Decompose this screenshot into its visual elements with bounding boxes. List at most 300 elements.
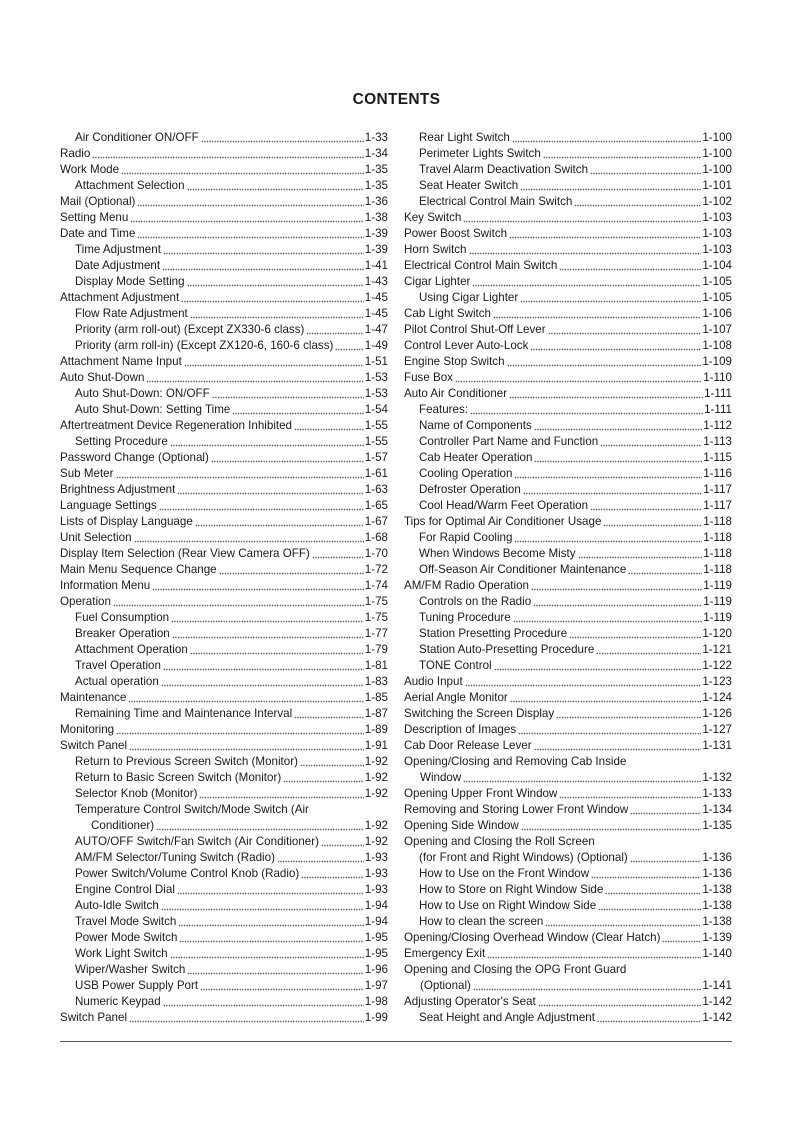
toc-entry-title: Off-Season Air Conditioner Maintenance [419, 563, 627, 576]
toc-entry[interactable] [60, 210, 388, 226]
toc-entry[interactable] [404, 290, 732, 306]
toc-entry-title: USB Power Supply Port [75, 979, 199, 992]
toc-entry[interactable] [404, 594, 732, 610]
toc-entry-page: 1-68 [364, 531, 388, 544]
dot-leader [128, 700, 363, 703]
toc-entry-page: 1-132 [702, 771, 732, 784]
toc-entry-page: 1-95 [364, 931, 388, 944]
toc-entry[interactable] [60, 450, 388, 466]
toc-entry-page: 1-105 [702, 291, 732, 304]
toc-entry[interactable] [60, 482, 388, 498]
toc-entry-page: 1-136 [702, 851, 732, 864]
toc-entry[interactable] [404, 450, 732, 466]
toc-entry[interactable] [404, 1010, 732, 1026]
toc-entry-page: 1-104 [702, 259, 732, 272]
dot-leader [321, 844, 364, 847]
toc-entry-page: 1-118 [703, 563, 732, 576]
toc-entry-title: Temperature Control Switch/Mode Switch (Air [75, 803, 309, 816]
toc-entry-title: Lists of Display Language [60, 515, 193, 528]
toc-entry-page: 1-107 [702, 323, 732, 336]
dot-leader [514, 476, 702, 479]
dot-leader [559, 268, 701, 271]
toc-entry-page: 1-119 [703, 595, 732, 608]
dot-leader [306, 332, 363, 335]
toc-entry-page: 1-138 [702, 915, 732, 928]
toc-entry[interactable] [60, 194, 388, 210]
toc-entry[interactable] [404, 754, 732, 786]
toc-entry-page: 1-103 [702, 227, 732, 240]
toc-entry-page: 1-120 [702, 627, 732, 640]
toc-entry-title: Seat Height and Angle Adjustment [419, 1011, 595, 1024]
dot-leader [130, 220, 363, 223]
dot-leader [513, 620, 702, 623]
toc-entry-page: 1-34 [364, 147, 388, 160]
dot-leader [520, 188, 701, 191]
toc-entry-page: 1-39 [364, 227, 388, 240]
toc-entry-title: Key Switch [404, 211, 462, 224]
toc-entry-page: 1-36 [364, 195, 388, 208]
toc-entry[interactable] [60, 354, 388, 370]
toc-entry-title: Priority (arm roll-in) (Except ZX120-6, 160-6 class) [75, 339, 334, 352]
toc-entry[interactable] [404, 466, 732, 482]
dot-leader [518, 732, 701, 735]
toc-entry-page: 1-55 [364, 419, 388, 432]
dot-leader [662, 940, 701, 943]
toc-entry-page: 1-75 [364, 595, 388, 608]
toc-entry-title: Pilot Control Shut-Off Lever [404, 323, 546, 336]
toc-entry[interactable] [404, 626, 732, 642]
dot-leader [530, 348, 701, 351]
toc-entry-title: Electrical Control Main Switch [419, 195, 573, 208]
toc-entry-title: Setting Menu [60, 211, 129, 224]
toc-entry[interactable] [404, 338, 732, 354]
toc-entry[interactable] [404, 914, 732, 930]
dot-leader [163, 252, 364, 255]
toc-entry-page: 1-116 [703, 467, 732, 480]
toc-entry-title: Auto Air Conditioner [404, 387, 508, 400]
dot-leader [294, 428, 364, 431]
toc-entry[interactable] [404, 850, 732, 866]
toc-entry[interactable] [60, 978, 388, 994]
toc-entry[interactable] [60, 322, 388, 338]
toc-entry-title: Remaining Time and Maintenance Interval [75, 707, 293, 720]
toc-entry[interactable] [60, 178, 388, 194]
dot-leader [121, 172, 364, 175]
toc-entry[interactable] [404, 706, 732, 722]
toc-entry-page: 1-92 [364, 819, 388, 832]
toc-entry-page: 1-41 [364, 259, 388, 272]
toc-entry-page: 1-118 [703, 547, 732, 560]
toc-entry[interactable] [60, 946, 388, 962]
toc-entry[interactable] [404, 498, 732, 514]
toc-entry[interactable] [404, 162, 732, 178]
dot-leader [211, 460, 364, 463]
toc-entry[interactable] [60, 610, 388, 626]
toc-entry-title: Auto Shut-Down: Setting Time [75, 403, 231, 416]
toc-entry-title: Opening/Closing and Removing Cab Inside [404, 755, 627, 768]
toc-entry-page: 1-81 [364, 659, 388, 672]
toc-entry[interactable] [60, 306, 388, 322]
toc-entry[interactable] [60, 498, 388, 514]
dot-leader [190, 652, 364, 655]
toc-entry[interactable] [60, 738, 388, 754]
toc-entry[interactable] [60, 722, 388, 738]
toc-entry[interactable] [404, 178, 732, 194]
dot-leader [597, 1020, 701, 1023]
dot-leader [172, 636, 364, 639]
dot-leader [170, 444, 364, 447]
dot-leader [472, 284, 701, 287]
toc-entry-page: 1-111 [704, 403, 732, 416]
toc-entry[interactable] [60, 162, 388, 178]
dot-leader [493, 316, 701, 319]
toc-entry-title: Seat Heater Switch [419, 179, 519, 192]
toc-entry-page: 1-119 [703, 579, 732, 592]
toc-entry-page: 1-85 [364, 691, 388, 704]
toc-entry[interactable] [60, 754, 388, 770]
toc-entry[interactable] [60, 994, 388, 1010]
toc-entry-title: AM/FM Selector/Tuning Switch (Radio) [75, 851, 275, 864]
dot-leader [163, 668, 364, 671]
toc-entry-title: Brightness Adjustment [60, 483, 176, 496]
toc-entry[interactable] [60, 962, 388, 978]
toc-entry-title: Tips for Optimal Air Conditioner Usage [404, 515, 602, 528]
dot-leader [591, 876, 701, 879]
toc-entry[interactable] [404, 434, 732, 450]
toc-entry-page: 1-63 [364, 483, 388, 496]
dot-leader [510, 700, 702, 703]
dot-leader [487, 956, 701, 959]
toc-entry[interactable] [60, 386, 388, 402]
dot-leader [181, 300, 364, 303]
toc-entry[interactable] [60, 146, 388, 162]
toc-entry-title: Actual operation [75, 675, 159, 688]
toc-entry-title: Opening and Closing the Roll Screen [404, 835, 595, 848]
toc-entry-page: 1-65 [364, 499, 388, 512]
toc-entry[interactable] [404, 402, 732, 418]
toc-entry-page: 1-100 [702, 163, 732, 176]
footer-divider [60, 1041, 732, 1042]
toc-entry[interactable] [404, 562, 732, 578]
toc-entry-page: 1-113 [703, 435, 732, 448]
toc-entry[interactable] [404, 370, 732, 386]
toc-entry-title-continued: Window [420, 771, 462, 784]
toc-entry[interactable] [404, 386, 732, 402]
toc-entry[interactable] [60, 434, 388, 450]
toc-entry[interactable] [404, 882, 732, 898]
dot-leader [170, 956, 364, 959]
toc-entry[interactable] [404, 866, 732, 882]
toc-entry-title: Work Light Switch [75, 947, 168, 960]
toc-entry[interactable] [404, 690, 732, 706]
toc-entry-title: Station Auto-Presetting Procedure [419, 643, 595, 656]
toc-entry-title: For Rapid Cooling [419, 531, 513, 544]
toc-entry-page: 1-47 [364, 323, 388, 336]
toc-entry-page: 1-131 [702, 739, 732, 752]
toc-entry-page: 1-118 [703, 515, 732, 528]
toc-entry[interactable] [60, 290, 388, 306]
toc-entry[interactable] [60, 706, 388, 722]
toc-entry-page: 1-43 [364, 275, 388, 288]
toc-entry-title: Cooling Operation [419, 467, 513, 480]
toc-entry-page: 1-93 [364, 851, 388, 864]
toc-entry-title: Travel Mode Switch [75, 915, 177, 928]
toc-entry-page: 1-33 [364, 131, 388, 144]
toc-entry-page: 1-92 [364, 787, 388, 800]
toc-entry-title: Return to Basic Screen Switch (Monitor) [75, 771, 282, 784]
toc-entry-title: When Windows Become Misty [419, 547, 576, 560]
toc-entry-page: 1-70 [364, 547, 388, 560]
toc-entry[interactable] [404, 130, 732, 146]
toc-entry-title: Switching the Screen Display [404, 707, 555, 720]
dot-leader [630, 812, 701, 815]
toc-entry-page: 1-123 [702, 675, 732, 688]
toc-entry[interactable] [60, 642, 388, 658]
toc-entry-title: Cab Heater Operation [419, 451, 533, 464]
toc-entry[interactable] [60, 466, 388, 482]
toc-entry-title: Priority (arm roll-out) (Except ZX330-6 class) [75, 323, 305, 336]
toc-entry[interactable] [60, 786, 388, 802]
toc-entry-title: Power Mode Switch [75, 931, 178, 944]
toc-entry-page: 1-110 [703, 371, 732, 384]
dot-leader [534, 460, 702, 463]
toc-entry-title: Date Adjustment [75, 259, 161, 272]
dot-leader [312, 556, 364, 559]
dot-leader [548, 332, 702, 335]
dot-leader [146, 380, 363, 383]
toc-entry[interactable] [404, 482, 732, 498]
toc-entry-title: Password Change (Optional) [60, 451, 209, 464]
toc-entry-title: Wiper/Washer Switch [75, 963, 186, 976]
dot-leader [520, 300, 701, 303]
toc-entry-page: 1-35 [364, 179, 388, 192]
toc-entry-page: 1-87 [364, 707, 388, 720]
toc-entry-title: TONE Control [419, 659, 492, 672]
dot-leader [92, 156, 363, 159]
toc-entry[interactable] [404, 322, 732, 338]
toc-entry-title: Attachment Name Input [60, 355, 182, 368]
toc-entry-page: 1-39 [364, 243, 388, 256]
dot-leader [177, 492, 363, 495]
toc-entry-title: Emergency Exit [404, 947, 486, 960]
toc-entry[interactable] [404, 610, 732, 626]
toc-entry-title: Description of Images [404, 723, 517, 736]
toc-entry-page: 1-92 [364, 835, 388, 848]
toc-entry-title: Unit Selection [60, 531, 132, 544]
toc-entry-title: Opening Side Window [404, 819, 519, 832]
toc-entry-title: Engine Stop Switch [404, 355, 505, 368]
toc-entry[interactable] [404, 418, 732, 434]
toc-entry-title: How to Store on Right Window Side [419, 883, 604, 896]
toc-entry[interactable] [404, 930, 732, 946]
toc-entry[interactable] [404, 946, 732, 962]
toc-entry[interactable] [404, 306, 732, 322]
toc-entry[interactable] [60, 834, 388, 850]
toc-entry-page: 1-142 [702, 1011, 732, 1024]
dot-leader [533, 604, 702, 607]
toc-entry-title: Fuse Box [404, 371, 453, 384]
toc-entry[interactable] [404, 530, 732, 546]
toc-entry-title: Selector Knob (Monitor) [75, 787, 198, 800]
toc-entry[interactable] [60, 802, 388, 834]
dot-leader [514, 540, 702, 543]
dot-leader [301, 876, 364, 879]
toc-entry[interactable] [60, 578, 388, 594]
toc-entry[interactable] [60, 866, 388, 882]
dot-leader [600, 444, 702, 447]
toc-entry-title: Name of Components [419, 419, 532, 432]
dot-leader [463, 780, 701, 783]
dot-leader [534, 428, 702, 431]
toc-entry-page: 1-138 [702, 883, 732, 896]
dot-leader [116, 476, 364, 479]
dot-leader [200, 988, 364, 991]
toc-entry-title: Display Mode Setting [75, 275, 185, 288]
dot-leader [509, 396, 703, 399]
toc-entry[interactable] [60, 562, 388, 578]
toc-entry[interactable] [404, 226, 732, 242]
toc-entry[interactable] [404, 274, 732, 290]
toc-entry[interactable] [404, 242, 732, 258]
dot-leader [590, 508, 702, 511]
toc-entry[interactable] [404, 514, 732, 530]
toc-entry[interactable] [60, 1010, 388, 1026]
toc-entry[interactable] [60, 546, 388, 562]
toc-entry[interactable] [404, 802, 732, 818]
toc-entry-page: 1-126 [702, 707, 732, 720]
toc-entry[interactable] [60, 850, 388, 866]
toc-entry[interactable] [404, 146, 732, 162]
toc-entry-page: 1-93 [364, 883, 388, 896]
toc-entry[interactable] [404, 674, 732, 690]
toc-entry[interactable] [60, 658, 388, 674]
toc-entry[interactable] [404, 354, 732, 370]
dot-leader [162, 268, 364, 271]
toc-entry-page: 1-142 [702, 995, 732, 1008]
toc-entry[interactable] [60, 242, 388, 258]
toc-entry-page: 1-133 [702, 787, 732, 800]
toc-entry[interactable] [60, 882, 388, 898]
dot-leader [598, 908, 701, 911]
toc-entry-title: Sub Meter [60, 467, 114, 480]
toc-entry-title: Adjusting Operator's Seat [404, 995, 536, 1008]
toc-entry[interactable] [60, 914, 388, 930]
toc-entry[interactable] [404, 834, 732, 850]
toc-entry-page: 1-108 [702, 339, 732, 352]
toc-column-left [60, 130, 388, 1026]
toc-entry[interactable] [404, 210, 732, 226]
toc-entry[interactable] [60, 690, 388, 706]
dot-leader [574, 204, 701, 207]
toc-entry-title: Information Menu [60, 579, 151, 592]
toc-entry[interactable] [60, 594, 388, 610]
toc-entry[interactable] [404, 738, 732, 754]
dot-leader [116, 732, 364, 735]
toc-entry[interactable] [404, 962, 732, 994]
toc-entry-title: How to Use on the Front Window [419, 867, 590, 880]
toc-entry[interactable] [60, 930, 388, 946]
toc-entry[interactable] [404, 194, 732, 210]
dot-leader [159, 508, 364, 511]
toc-entry-title: Audio Input [404, 675, 463, 688]
toc-entry[interactable] [60, 530, 388, 546]
toc-entry[interactable] [60, 898, 388, 914]
toc-entry[interactable] [404, 578, 732, 594]
toc-entry-title: Perimeter Lights Switch [419, 147, 541, 160]
dot-leader [129, 748, 364, 751]
toc-entry-title: Fuel Consumption [75, 611, 170, 624]
toc-entry[interactable] [404, 658, 732, 674]
toc-entry[interactable] [60, 258, 388, 274]
toc-entry-title: Travel Operation [75, 659, 161, 672]
toc-entry-title: Using Cigar Lighter [419, 291, 519, 304]
toc-entry-page: 1-67 [364, 515, 388, 528]
toc-entry[interactable] [404, 258, 732, 274]
toc-entry[interactable] [60, 226, 388, 242]
dot-leader [630, 860, 702, 863]
toc-entry-page: 1-109 [702, 355, 732, 368]
toc-entry-title: How to clean the screen [419, 915, 544, 928]
toc-entry[interactable] [60, 274, 388, 290]
dot-leader [473, 988, 701, 991]
dot-leader [628, 572, 702, 575]
toc-entry[interactable] [60, 770, 388, 786]
dot-leader [179, 940, 363, 943]
toc-entry[interactable] [404, 642, 732, 658]
toc-entry-title: Main Menu Sequence Change [60, 563, 217, 576]
toc-entry-page: 1-79 [364, 643, 388, 656]
toc-entry-page: 1-100 [702, 147, 732, 160]
toc-entry-page: 1-74 [364, 579, 388, 592]
toc-entry-page: 1-51 [364, 355, 388, 368]
toc-entry-title: AM/FM Radio Operation [404, 579, 530, 592]
toc-entry[interactable] [60, 338, 388, 354]
toc-entry[interactable] [60, 674, 388, 690]
toc-entry[interactable] [60, 514, 388, 530]
toc-entry[interactable] [60, 370, 388, 386]
toc-entry-title: Work Mode [60, 163, 120, 176]
toc-entry-title: Travel Alarm Deactivation Switch [419, 163, 589, 176]
toc-entry-title: Cab Light Switch [404, 307, 491, 320]
dot-leader [469, 252, 702, 255]
toc-entry-title: Return to Previous Screen Switch (Monitor) [75, 755, 298, 768]
dot-leader [578, 556, 703, 559]
toc-entry[interactable] [60, 626, 388, 642]
toc-entry-page: 1-77 [364, 627, 388, 640]
toc-entry[interactable] [404, 898, 732, 914]
toc-entry[interactable] [60, 418, 388, 434]
dot-leader [195, 524, 364, 527]
toc-entry-title: Air Conditioner ON/OFF [75, 131, 199, 144]
dot-leader [113, 604, 364, 607]
toc-entry[interactable] [404, 786, 732, 802]
toc-entry-title: Engine Control Dial [75, 883, 175, 896]
toc-entry[interactable] [404, 546, 732, 562]
dot-leader [187, 188, 364, 191]
toc-entry-title: Cool Head/Warm Feet Operation [419, 499, 589, 512]
toc-entry[interactable] [404, 722, 732, 738]
toc-entry-page: 1-117 [703, 483, 732, 496]
toc-entry[interactable] [404, 994, 732, 1010]
toc-entry[interactable] [404, 818, 732, 834]
toc-entry-title: Numeric Keypad [75, 995, 161, 1008]
toc-entry-page: 1-91 [364, 739, 388, 752]
toc-entry-page: 1-122 [702, 659, 732, 672]
toc-entry-page: 1-115 [703, 451, 732, 464]
toc-entry[interactable] [60, 130, 388, 146]
toc-entry-page: 1-100 [702, 131, 732, 144]
toc-entry[interactable] [60, 402, 388, 418]
